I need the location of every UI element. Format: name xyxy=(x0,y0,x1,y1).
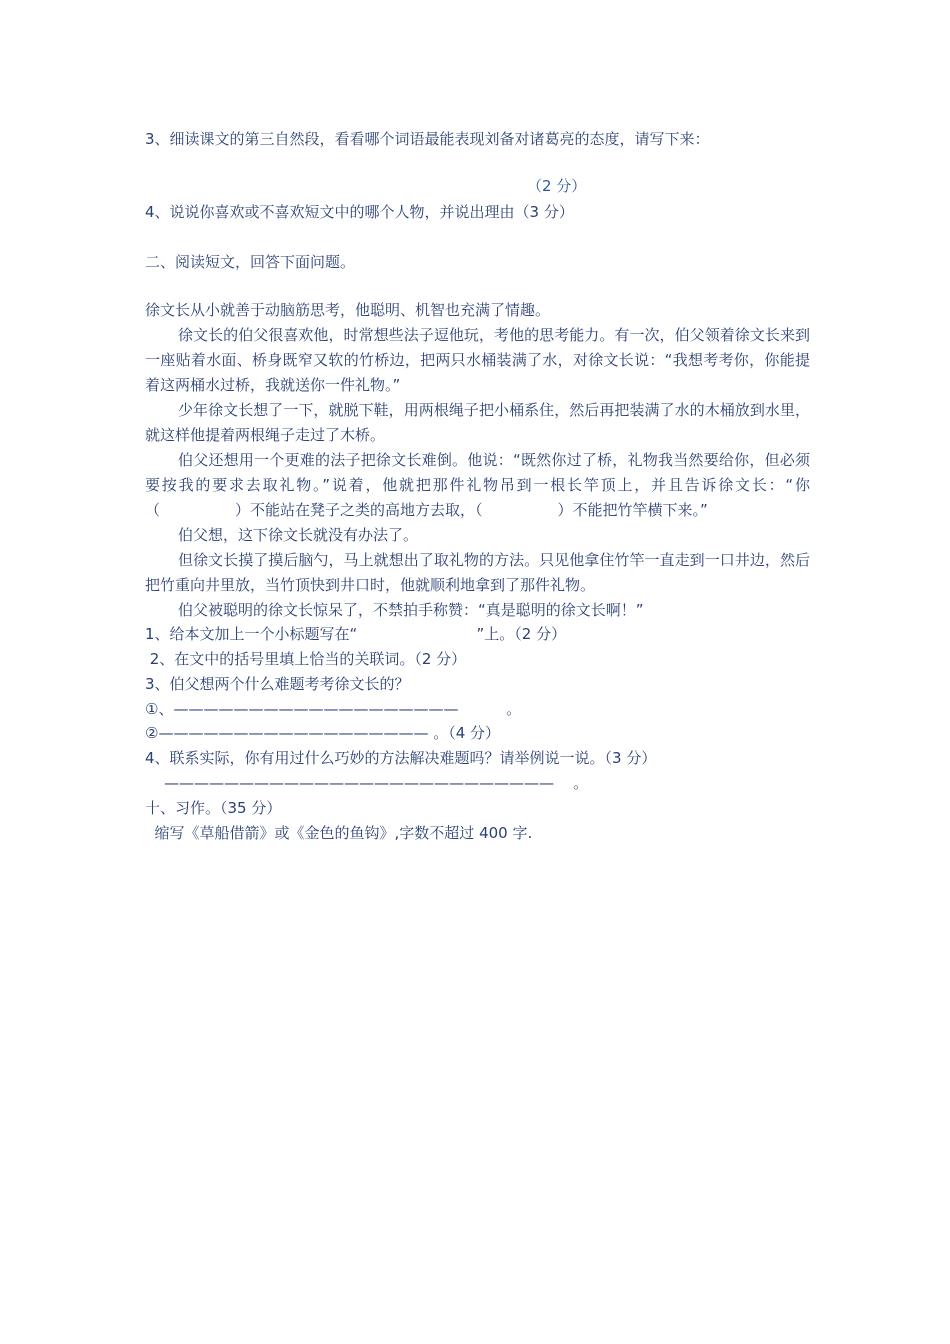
reading-question-3: 3、伯父想两个什么难题考考徐文长的？ xyxy=(145,675,410,693)
answer-line-2: ②—————————————————— 。（4 分） xyxy=(145,724,501,742)
section-2-heading: 二、阅读短文，回答下面问题。 xyxy=(145,253,356,271)
reading-question-4: 4、联系实际，你有用过什么巧妙的方法解决难题吗？请举例说一说。（3 分） xyxy=(145,749,657,767)
passage-paragraph-7: 伯父被聪明的徐文长惊呆了，不禁拍手称赞：“真是聪明的徐文长啊！” xyxy=(178,601,644,619)
reading-question-1: 1、给本文加上一个小标题写在“ ”上。（2 分） xyxy=(145,625,567,643)
passage-paragraph-1: 徐文长从小就善于动脑筋思考，他聪明、机智也充满了情趣。 xyxy=(145,301,551,319)
question-3-score: （2 分） xyxy=(527,177,587,195)
question-4: 4、说说你喜欢或不喜欢短文中的哪个人物，并说出理由（3 分） xyxy=(145,203,574,221)
passage-paragraph-3: 少年徐文长想了一下，就脱下鞋，用两根绳子把小桶系住，然后再把装满了水的木桶放到水里，就这样他提着两根绳子走过了木桥。 xyxy=(145,401,810,444)
question-3: 3、细读课文的第三自然段，看看哪个词语最能表现刘备对诸葛亮的态度，请写下来： xyxy=(145,130,710,148)
passage-paragraph-5: 伯父想，这下徐文长就没有办法了。 xyxy=(178,526,419,544)
passage-paragraph-4: 伯父还想用一个更难的法子把徐文长难倒。他说：“既然你过了桥，礼物我当然要给你，但必须要按我的要求去取礼物。”说着，他就把那件礼物吊到一根长竿顶上，并且告诉徐文长：“你（ ）不能站在凳子之类的高地方去取，（ ）不能把竹竿横下来。” xyxy=(145,451,810,519)
reading-question-2: 2、在文中的括号里填上恰当的关联词。（2 分） xyxy=(145,650,467,668)
answer-line-1: ①、——————————————————— 。 xyxy=(145,700,522,718)
composition-task: 缩写《草船借箭》或《金色的鱼钩》,字数不超过 400 字. xyxy=(145,824,533,842)
section-10-heading: 十、习作。（35 分） xyxy=(145,799,282,817)
answer-line-4: —————————————————————————— 。 xyxy=(145,774,589,792)
passage-paragraph-6: 但徐文长摸了摸后脑勺，马上就想出了取礼物的方法。只见他拿住竹竿一直走到一口井边，然后把竹重向井里放，当竹顶快到井口时，他就顺利地拿到了那件礼物。 xyxy=(145,551,810,594)
passage-paragraph-2: 徐文长的伯父很喜欢他，时常想些法子逗他玩，考他的思考能力。有一次，伯父领着徐文长来到一座贴着水面、桥身既窄又软的竹桥边，把两只水桶装满了水，对徐文长说：“我想考考你，你能提着这两桶水过桥，我就送你一件礼物。” xyxy=(145,326,810,394)
